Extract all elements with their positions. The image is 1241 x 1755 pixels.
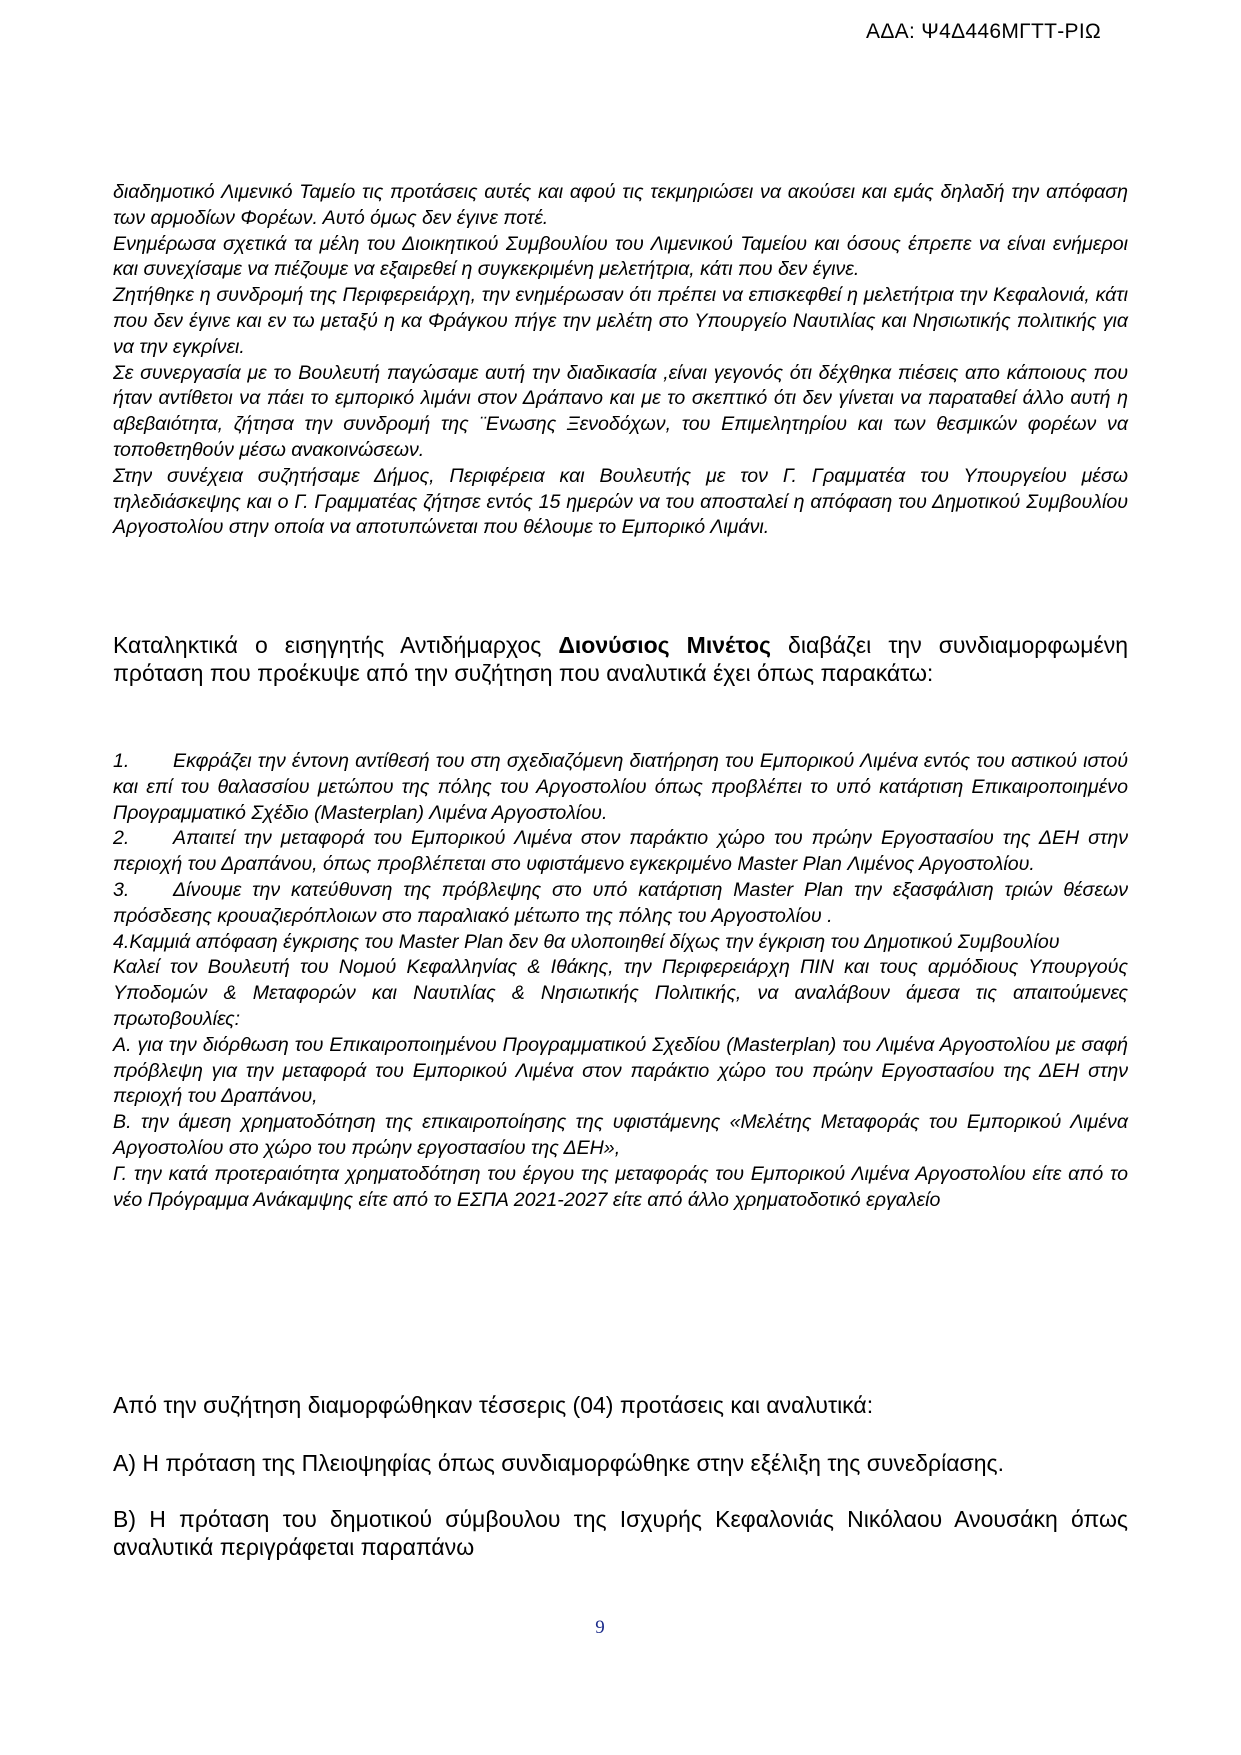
item-text: Εκφράζει την έντονη αντίθεσή του στη σχεδιαζόμενη διατήρηση του Εμπορικού Λιμένα εντός του αστικού ιστού και επί του θαλασσίου μετώπου της πόλης του Αργοστολίου όπως προβλέπει το υπό κατάρτιση Επικαιροποιημένο Προγραμματικό Σχέδιο (Masterplan) Λιμένα Αργοστολίου. — [113, 750, 1128, 824]
option-a-text: Α) Η πρόταση της Πλειοψηφίας όπως συνδιαμορφώθηκε στην εξέλιξη της συνεδρίασης. — [113, 1450, 1004, 1476]
proposal-g: Γ. την κατά προτεραιότητα χρηματοδότηση του έργου της μεταφοράς του Εμπορικού Λιμένα Αργοστολίου είτε από το νέο Πρόγραμμα Ανάκαμψης είτε από το ΕΣΠΑ 2021-2027 είτε από άλλο χρηματοδοτικό εργαλείο — [113, 1162, 1128, 1211]
intro-after: διαβάζει την συνδιαμορφωμένη πρόταση που προέκυψε από την συζήτηση που αναλυτικά έχει όπως παρακάτω: — [113, 632, 1128, 686]
paragraph: διαδημοτικό Λιμενικό Ταμείο τις προτάσεις αυτές και αφού τις τεκμηριώσει να ακούσει και εμάς δηλαδή την απόφαση των αρμοδίων Φορέων. Αυτό όμως δεν έγινε ποτέ. — [113, 181, 1128, 229]
paragraph: Σε συνεργασία με το Βουλευτή παγώσαμε αυτή την διαδικασία ,είναι γεγονός ότι δέχθηκα πιέσεις απο κάποιους που ήταν αντίθετοι να πάει το εμπορικό λιμάνι στον Δράπανο και με το σκεπτικό ότι δεν γίνεται να παραταθεί άλλο αυτή η αβεβαιότητα, ζήτησα την συνδρομή της ¨Ενωσης Ξενοδόχων, του Επιμελητηρίου και των θεσμικών φορέων να τοποθετηθούν μέσω ανακοινώσεων. — [113, 361, 1128, 461]
discussion-line — [113, 1391, 1128, 1419]
intro-paragraph — [113, 631, 1128, 687]
speaker-name: Διονύσιος Μινέτος — [558, 632, 772, 658]
proposal-item — [113, 878, 1128, 930]
option-a — [113, 1449, 1128, 1477]
page-number: 9 — [595, 1617, 605, 1638]
paragraph: Ζητήθηκε η συνδρομή της Περιφερειάρχη, την ενημέρωσαν ότι πρέπει να επισκεφθεί η μελετήτρια την Κεφαλονιά, κάτι που δεν έγινε και εν τω μεταξύ η κα Φράγκου πήγε την μελέτη στο Υπουργείο Ναυτιλίας και Νησιωτικής πολιτικής για να την εγκρίνει. — [113, 284, 1128, 358]
item-number: 3. — [113, 878, 130, 901]
item-text: Δίνουμε την κατεύθυνση της πρόβλεψης στο υπό κατάρτιση Master Plan την εξασφάλιση τριών θέσεων πρόσδεσης κρουαζιερόπλοιων στο παραλιακό μέτωπο της πόλης του Αργοστολίου . — [113, 878, 1128, 927]
proposal-calls: Καλεί τον Βουλευτή του Νομού Κεφαλληνίας & Ιθάκης, την Περιφερειάρχη ΠΙΝ και τους αρμόδιους Υπουργούς Υποδομών & Μεταφορών και Ναυτιλίας & Νησιωτικής Πολιτικής, να αναλάβουν άμεσα τις απαιτούμενες πρωτοβουλίες: — [113, 956, 1128, 1030]
proposal-item — [113, 749, 1128, 826]
discussion-text: Από την συζήτηση διαμορφώθηκαν τέσσερις (04) προτάσεις και αναλυτικά: — [113, 1392, 874, 1418]
intro-before: Καταληκτικά ο εισηγητής Αντιδήμαρχος — [113, 632, 559, 658]
paragraph: Στην συνέχεια συζητήσαμε Δήμος, Περιφέρεια και Βουλευτής με τον Γ. Γραμματέα του Υπουργείου μέσω τηλεδιάσκεψης και ο Γ. Γραμματέας ζήτησε εντός 15 ημερών να του αποσταλεί η απόφαση του Δημοτικού Συμβουλίου Αργοστολίου στην οποία να αποτυπώνεται που θέλουμε το Εμπορικό Λιμάνι. — [113, 464, 1128, 539]
intro-block — [113, 631, 1128, 687]
option-b-text: Β) Η πρόταση του δημοτικού σύμβουλου της Ισχυρής Κεφαλονιάς Νικόλαου Ανουσάκη όπως αναλυτικά περιγράφεται παραπάνω — [113, 1506, 1128, 1560]
option-b — [113, 1505, 1128, 1561]
item-number: 2. — [113, 827, 130, 850]
narrative-block — [113, 180, 1128, 541]
item-number: 1. — [113, 750, 130, 772]
proposal-item-4: 4.Καμμιά απόφαση έγκρισης του Master Plan δεν θα υλοποιηθεί δίχως την έγκριση του Δημοτικού Συμβουλίου — [113, 930, 1060, 953]
proposal-block — [113, 749, 1128, 1213]
ada-code: ΑΔΑ: Ψ4Δ446ΜΓΤΤ-ΡΙΩ — [866, 20, 1101, 43]
item-text: Απαιτεί την μεταφορά του Εμπορικού Λιμένα στον παράκτιο χώρο του πρώην Εργοστασίου της ΔΕΗ στην περιοχή του Δραπάνου, όπως προβλέπεται στο υφιστάμενο εγκεκριμένο Master Plan Λιμένος Αργοστολίου. — [113, 827, 1128, 876]
proposal-a: Α. για την διόρθωση του Επικαιροποιημένου Προγραμματικού Σχεδίου (Masterplan) του Λιμένα Αργοστολίου με σαφή πρόβλεψη για την μεταφορά του Εμπορικού Λιμένα στον παράκτιο χώρο του πρώην Εργοστασίου της ΔΕΗ στην περιοχή του Δραπάνου, — [113, 1033, 1128, 1108]
paragraph: Ενημέρωσα σχετικά τα μέλη του Διοικητικού Συμβουλίου του Λιμενικού Ταμείου και όσους έπρεπε να είναι ενήμεροι και συνεχίσαμε να πιέζουμε να εξαιρεθεί η συγκεκριμένη μελετήτρια, κάτι που δεν έγινε. — [113, 232, 1128, 281]
proposal-b: Β. την άμεση χρηματοδότηση της επικαιροποίησης της υφιστάμενης «Μελέτης Μεταφοράς του Εμπορικού Λιμένα Αργοστολίου στο χώρο του πρώην εργοστασίου της ΔΕΗ», — [113, 1111, 1128, 1159]
proposal-item — [113, 826, 1128, 878]
